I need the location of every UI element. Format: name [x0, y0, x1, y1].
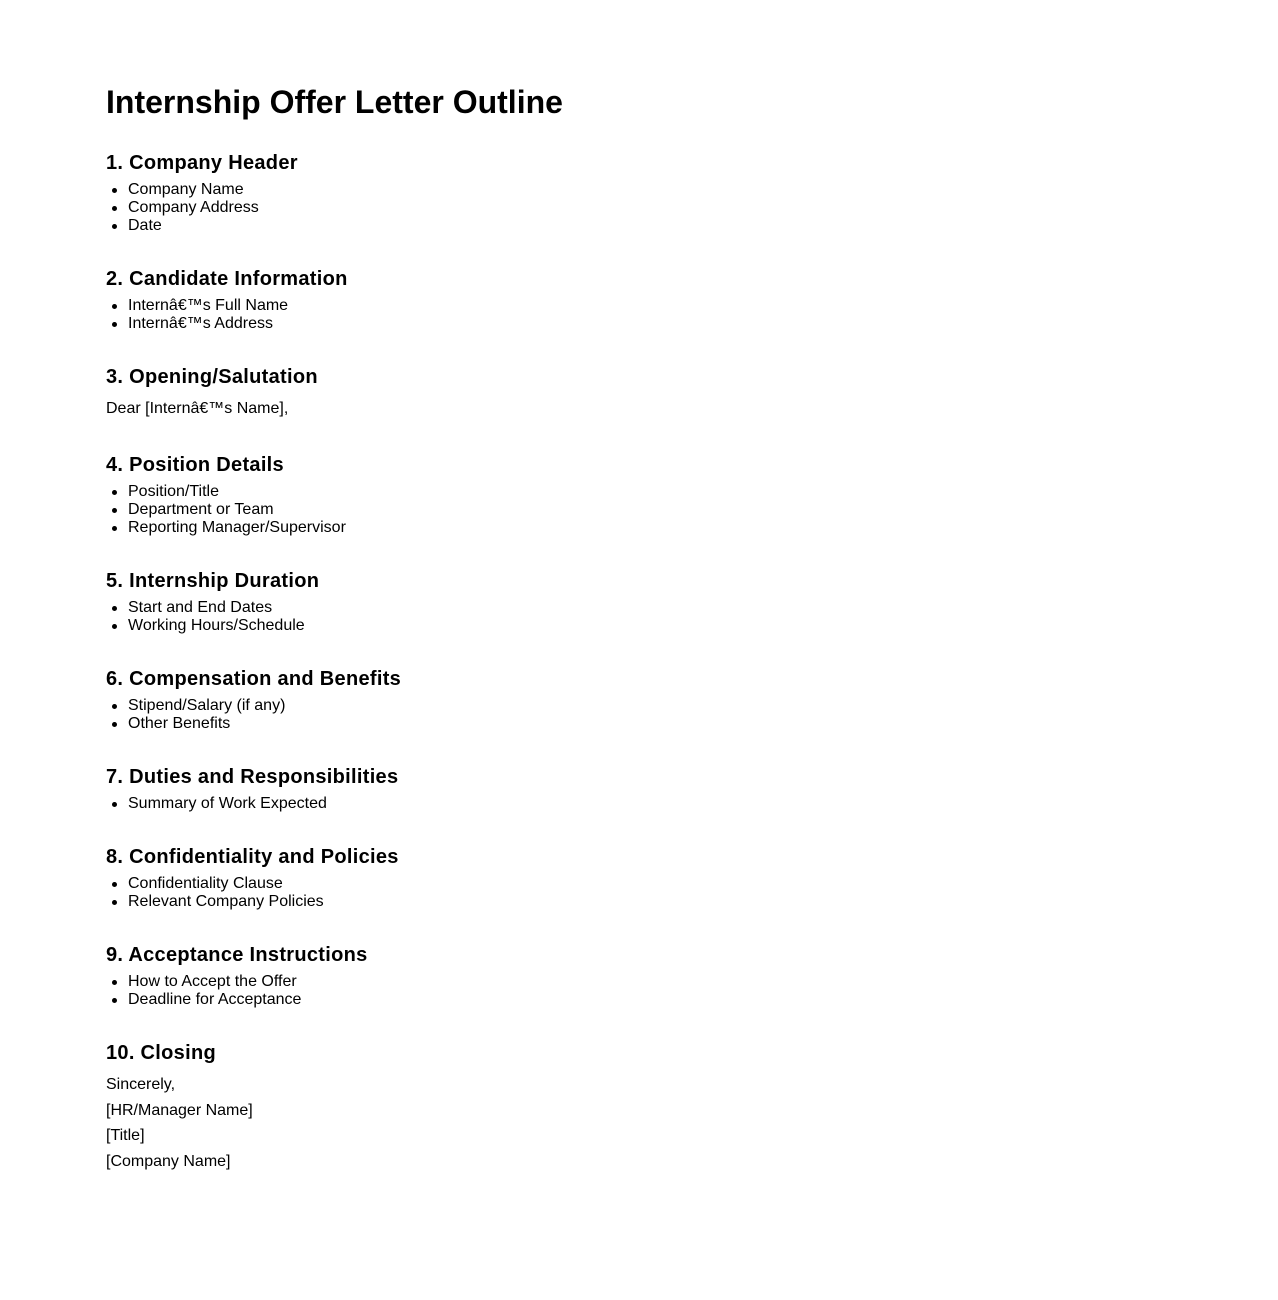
list-item: Internâ€™s Full Name: [128, 297, 348, 315]
page-title: Internship Offer Letter Outline: [106, 84, 563, 120]
section-company-header: [106, 150, 298, 235]
signer-name: [HR/Manager Name]: [106, 1101, 253, 1119]
section-acceptance-instructions: [106, 942, 368, 1009]
section-confidentiality-policies: [106, 844, 399, 911]
signer-title: [Title]: [106, 1127, 145, 1144]
list-item: Working Hours/Schedule: [128, 617, 319, 635]
bullet-list: [106, 483, 346, 537]
bullet-list: [106, 297, 348, 333]
list-item: Start and End Dates: [128, 599, 319, 617]
bullet-list: [106, 599, 319, 635]
list-item: Summary of Work Expected: [128, 795, 398, 813]
list-item: Internâ€™s Address: [128, 315, 348, 333]
section-internship-duration: [106, 568, 319, 635]
company-name: [Company Name]: [106, 1152, 231, 1170]
section-compensation-benefits: [106, 666, 401, 733]
section-heading: 10. Closing: [106, 1042, 216, 1064]
list-item: Date: [128, 217, 298, 235]
closing-line: Sincerely,: [106, 1076, 176, 1093]
section-heading: 5. Internship Duration: [106, 570, 320, 592]
list-item: Relevant Company Policies: [128, 893, 399, 911]
list-item: Stipend/Salary (if any): [128, 697, 401, 715]
bullet-list: [106, 795, 398, 813]
list-item: Position/Title: [128, 483, 346, 501]
salutation-text: Dear [Internâ€™s Name],: [106, 400, 289, 417]
bullet-list: [106, 875, 399, 911]
list-item: Deadline for Acceptance: [128, 991, 368, 1009]
list-item: Confidentiality Clause: [128, 875, 399, 893]
section-duties-responsibilities: [106, 764, 398, 813]
section-heading: 6. Compensation and Benefits: [106, 668, 402, 690]
list-item: How to Accept the Offer: [128, 973, 368, 991]
bullet-list: [106, 973, 368, 1009]
section-candidate-information: [106, 266, 348, 333]
section-heading: 9. Acceptance Instructions: [106, 944, 368, 966]
bullet-list: [106, 697, 401, 733]
list-item: Company Name: [128, 181, 298, 199]
section-heading: 2. Candidate Information: [106, 268, 348, 290]
bullet-list: [106, 181, 298, 235]
section-heading: 7. Duties and Responsibilities: [106, 766, 399, 788]
list-item: Other Benefits: [128, 715, 401, 733]
section-opening-salutation: [106, 364, 318, 422]
section-closing: [106, 1040, 253, 1174]
section-position-details: [106, 452, 346, 537]
list-item: Company Address: [128, 199, 298, 217]
section-heading: 4. Position Details: [106, 454, 284, 476]
section-heading: 3. Opening/Salutation: [106, 366, 318, 388]
closing-block: [106, 1072, 253, 1174]
list-item: Reporting Manager/Supervisor: [128, 519, 346, 536]
section-heading: 8. Confidentiality and Policies: [106, 846, 399, 868]
list-item: Department or Team: [128, 501, 346, 519]
section-heading: 1. Company Header: [106, 152, 298, 174]
